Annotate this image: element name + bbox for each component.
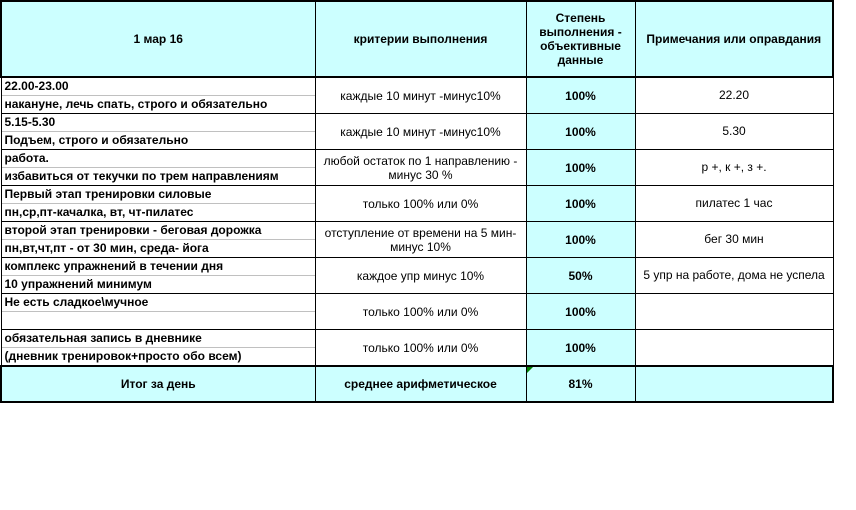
table-row — [1, 222, 833, 258]
percent-cell[interactable]: 100% — [526, 150, 635, 186]
table-row — [1, 150, 833, 186]
header-notes[interactable]: Примечания или оправдания — [635, 1, 833, 77]
percent-cell[interactable]: 100% — [526, 77, 635, 114]
note-cell[interactable] — [635, 330, 833, 367]
comment-marker-icon — [527, 367, 533, 373]
criteria-cell[interactable]: каждые 10 минут -минус10% — [315, 114, 526, 150]
total-row — [1, 366, 833, 402]
note-cell[interactable]: 5.30 — [635, 114, 833, 150]
task-cell[interactable]: 5.15-5.30 Подъем, строго и обязательно — [1, 114, 315, 150]
task-cell[interactable]: обязательная запись в дневнике (дневник тренировок+просто обо всем) — [1, 330, 315, 367]
criteria-cell[interactable]: каждые 10 минут -минус10% — [315, 77, 526, 114]
percent-cell[interactable]: 100% — [526, 330, 635, 367]
criteria-cell[interactable]: любой остаток по 1 направлению - минус 30 % — [315, 150, 526, 186]
table-row — [1, 114, 833, 150]
percent-cell[interactable]: 100% — [526, 186, 635, 222]
header-criteria[interactable]: критерии выполнения — [315, 1, 526, 77]
note-cell[interactable] — [635, 294, 833, 330]
total-percent[interactable] — [526, 366, 635, 402]
criteria-cell[interactable]: только 100% или 0% — [315, 294, 526, 330]
percent-cell[interactable]: 100% — [526, 114, 635, 150]
criteria-cell[interactable]: отступление от времени на 5 мин- минус 10% — [315, 222, 526, 258]
table-row — [1, 186, 833, 222]
table-row — [1, 258, 833, 294]
percent-cell[interactable]: 100% — [526, 294, 635, 330]
percent-cell[interactable]: 100% — [526, 222, 635, 258]
note-cell[interactable]: 5 упр на работе, дома не успела — [635, 258, 833, 294]
criteria-cell[interactable]: только 100% или 0% — [315, 330, 526, 367]
note-cell[interactable]: 22.20 — [635, 77, 833, 114]
total-note[interactable] — [635, 366, 833, 402]
header-row — [1, 1, 833, 77]
criteria-cell[interactable]: каждое упр минус 10% — [315, 258, 526, 294]
note-cell[interactable]: пилатес 1 час — [635, 186, 833, 222]
task-cell[interactable]: Не есть сладкое\мучное — [1, 294, 315, 330]
note-cell[interactable]: бег 30 мин — [635, 222, 833, 258]
task-cell[interactable]: 22.00-23.00 накануне, лечь спать, строго и обязательно — [1, 77, 315, 114]
total-label[interactable]: Итог за день — [1, 366, 315, 402]
task-cell[interactable]: комплекс упражнений в течении дня 10 упражнений минимум — [1, 258, 315, 294]
criteria-cell[interactable]: только 100% или 0% — [315, 186, 526, 222]
task-cell[interactable]: Первый этап тренировки силовые пн,ср,пт-качалка, вт, чт-пилатес — [1, 186, 315, 222]
task-cell[interactable]: второй этап тренировки - беговая дорожка пн,вт,чт,пт - от 30 мин, среда- йога — [1, 222, 315, 258]
header-degree[interactable]: Степень выполнения - объективные данные — [526, 1, 635, 77]
table-row — [1, 330, 833, 367]
table-row — [1, 77, 833, 114]
table-row — [1, 294, 833, 330]
header-date[interactable]: 1 мар 16 — [1, 1, 315, 77]
note-cell[interactable]: р +, к +, з +. — [635, 150, 833, 186]
total-criteria[interactable]: среднее арифметическое — [315, 366, 526, 402]
percent-cell[interactable]: 50% — [526, 258, 635, 294]
task-cell[interactable]: работа. избавиться от текучки по трем направлениям — [1, 150, 315, 186]
total-percent-value: 81% — [568, 377, 593, 391]
